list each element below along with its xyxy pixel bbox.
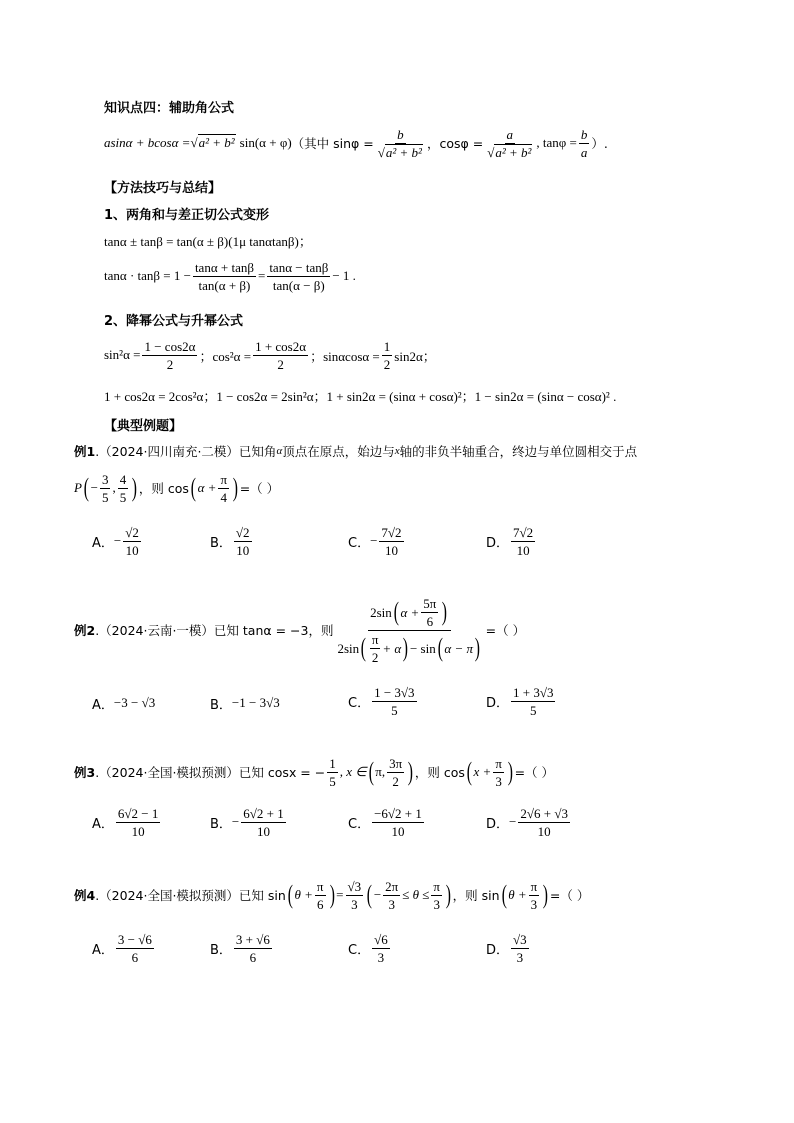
fraction-half: [382, 339, 393, 372]
frac-numerator: π: [495, 755, 502, 771]
frac-numerator: 4: [119, 471, 127, 487]
option-letter: A．: [92, 942, 114, 958]
fraction-px: [100, 472, 111, 505]
numer-text: 2sin: [370, 604, 392, 620]
frac-numerator: π: [433, 878, 440, 894]
frac-numerator: π: [530, 878, 538, 894]
frac-denominator: a² + b²: [495, 144, 532, 160]
frac-denominator: 4: [220, 489, 227, 505]
fraction-cos-sq: [253, 339, 308, 372]
frac-numerator: −6√2 + 1: [374, 805, 422, 821]
option-letter: A．: [92, 697, 114, 713]
fraction-sin-phi: $\frac{b}{\text{√a² + b²}}$: [377, 126, 422, 160]
example-4-option-d: [486, 929, 531, 967]
fraction-py: [118, 472, 129, 505]
frac-denominator: 5: [101, 489, 109, 505]
option-sign: −: [231, 814, 240, 829]
frac-numerator: 6√2 − 1: [117, 805, 159, 821]
option-letter: C．: [348, 816, 371, 832]
frac-numerator: 1: [383, 338, 391, 354]
formula-lhs: asinα + bcosα =: [104, 135, 191, 150]
fraction-pi-4: [218, 472, 229, 505]
option-letter: B．: [210, 697, 232, 713]
example-label: 例4: [74, 888, 96, 903]
frac-numerator: 2sin ( α + $\frac{5\pi}{6}$ ): [368, 596, 451, 631]
x-symbol: x: [394, 445, 400, 457]
frac-numerator: 1: [329, 755, 336, 771]
equals-sign: =: [336, 887, 344, 902]
example-3-option-b: [210, 803, 288, 841]
formula-sincos: ；sinαcosα =: [310, 348, 380, 364]
subsection-title-2: 2、降幂公式与升幂公式: [104, 314, 244, 329]
frac-denominator: 10: [236, 542, 250, 558]
frac-denominator: 10: [537, 823, 551, 839]
frac-numerator: 1 + cos2α: [255, 338, 307, 354]
frac-denominator: 3: [516, 949, 524, 965]
frac-denominator: 3: [377, 949, 385, 965]
example-2-option-a: [92, 686, 155, 720]
fraction-tan-phi: [579, 127, 590, 160]
interval-start: π,: [375, 764, 386, 779]
frac-numerator: 5π: [423, 595, 437, 611]
example-3-option-c: [348, 803, 426, 841]
option-letter: A．: [92, 816, 114, 832]
section-title-k4: 知识点四：辅助角公式: [104, 101, 235, 116]
frac-denominator: 3: [351, 896, 358, 912]
fraction-ex2: [335, 596, 483, 665]
frac-numerator: 3: [101, 471, 109, 487]
frac-denominator: 10: [125, 542, 139, 558]
frac-numerator: √2: [235, 524, 250, 540]
arg-text: α +: [197, 480, 217, 495]
frac-numerator: π: [220, 471, 228, 487]
section-title-examples: 【典型例题】: [104, 419, 183, 434]
formula-end: − 1 .: [332, 268, 356, 283]
example-3-option-d: [486, 803, 572, 841]
frac-denominator: 5: [530, 702, 537, 718]
question-text: ，则 cos: [138, 481, 189, 496]
frac-denominator: 10: [391, 823, 405, 839]
frac-denominator: a² + b²: [385, 144, 422, 160]
example-1-point: P ( − $\frac{3}{5}$ , $\frac{4}{5}$ ) ，则 cos ( α + $\frac{\pi}{4}$ ) =（ ）: [74, 471, 280, 505]
frac-denominator: tan(α − β): [272, 277, 325, 293]
formula-lhs: tanα · tanβ = 1 −: [104, 268, 191, 283]
formula-where: （其中 sinφ =: [291, 136, 374, 151]
example-1-option-a: [92, 522, 143, 560]
frac-numerator: b: [580, 126, 588, 142]
frac-denominator: 3: [530, 896, 538, 912]
example-1-option-d: [486, 522, 537, 560]
option-letter: B．: [210, 816, 232, 832]
frac-denominator: 6: [131, 949, 139, 965]
frac-numerator: tanα + tanβ: [194, 259, 254, 275]
frac-denominator: 2: [392, 773, 399, 789]
stem-text: 顶点在原点，始边与: [282, 444, 395, 459]
example-1-option-c: [348, 522, 406, 560]
example-1-option-b: [210, 522, 254, 560]
alpha-symbol: α: [276, 445, 283, 457]
aux-angle-formula: asinα + bcosα = √a² + b² sin(α + φ) （其中 sinφ = $\frac{b}{\text{√a² + b²}}$ ，cosφ = $\frac{a}{\text{√a² + b²}}$ , tanφ = $\frac{b}{a}$ ）.: [104, 126, 608, 160]
example-4-option-a: [92, 929, 156, 967]
denom-text: 2sin: [337, 640, 360, 656]
frac-denominator: 6: [426, 613, 434, 629]
frac-numerator: 7√2: [381, 524, 402, 540]
option-sign: −: [113, 533, 122, 548]
frac-numerator: b: [397, 126, 404, 142]
option-letter: A．: [92, 535, 114, 551]
frac-numerator: π: [371, 631, 379, 647]
example-label: 例1: [74, 444, 96, 459]
fraction-cos-phi: $\frac{a}{\text{√a² + b²}}$: [487, 126, 532, 160]
example-2-option-b: [210, 686, 280, 720]
stem-text: .（2024·全国·模拟预测）已知 sin: [95, 888, 286, 903]
section-title-methods: 【方法技巧与总结】: [104, 181, 222, 196]
example-label: 例2: [74, 623, 96, 638]
frac-numerator: √6: [374, 931, 388, 947]
frac-denominator: 3: [433, 896, 440, 912]
question-text: ，则 cos: [414, 765, 465, 780]
range-sign: −: [373, 887, 382, 902]
equals-sign: =: [257, 268, 266, 283]
stem-text: .（2024·全国·模拟预测）已知 cosx = −: [95, 765, 326, 780]
stem-text: 轴的非负半轴重合，终边与单位圆相交于点: [399, 444, 638, 459]
question-text: ，则 sin: [452, 888, 500, 903]
frac-denominator: 2: [383, 356, 391, 372]
option-letter: D．: [486, 695, 510, 711]
option-value: −1 − 3√3: [231, 695, 280, 710]
answer-blank: =（ ）: [485, 623, 526, 638]
fraction-2: [267, 260, 330, 293]
option-sign: −: [370, 533, 378, 548]
example-label: 例3: [74, 765, 96, 780]
fraction-1: [193, 260, 256, 293]
example-3-stem: 例3 .（2024·全国·模拟预测）已知 cosx = − $\frac{1}{5}$ , x ∈ ( π, $\frac{3\pi}{2}$ ) ，则 cos ( x + $\frac{\pi}{3}$ ) =（ ）: [74, 755, 555, 789]
frac-numerator: 6√2 + 1: [243, 805, 284, 821]
stem-text: .（2024·云南·一模）已知 tanα = −3，则: [95, 623, 334, 638]
frac-denominator: a: [580, 144, 588, 160]
frac-denominator: tan(α + β): [198, 277, 251, 293]
formula-sin-sq: sin²α =: [104, 347, 141, 362]
example-4-stem: 例4 .（2024·全国·模拟预测）已知 sin ( θ + $\frac{\pi}{6}$ ) = $\frac{√3}{3}$ ( − $\frac{2\pi}{3}$ ≤ θ ≤ $\frac{\pi}{3}$ ) ，则 sin ( θ + $\frac{\pi}{3}$ ) =（ ）: [74, 878, 590, 912]
answer-blank: =（ ）: [514, 765, 555, 780]
subsection-title-1: 1、两角和与差正切公式变形: [104, 208, 270, 223]
stem-text: .（2024·四川南充·二模）已知角: [95, 444, 277, 459]
option-letter: D．: [486, 816, 510, 832]
example-3-option-a: [92, 803, 162, 841]
formula-cos-sq: ；cos²α =: [199, 348, 252, 364]
formula-tan-label: , tanφ =: [536, 135, 577, 150]
answer-blank: =（ ）: [239, 481, 280, 496]
frac-numerator: √3: [347, 878, 362, 894]
frac-denominator: 3: [495, 773, 502, 789]
formula-close: ）.: [591, 136, 608, 151]
answer-blank: =（ ）: [549, 888, 590, 903]
interval-text: , x ∈: [339, 764, 367, 779]
example-2-stem: [74, 596, 525, 664]
frac-denominator: 2: [166, 356, 174, 372]
example-4-option-c: [348, 929, 392, 967]
frac-numerator: π: [316, 878, 324, 894]
option-letter: C．: [348, 942, 371, 958]
frac-denominator: 6: [316, 896, 324, 912]
option-value: −3 − √3: [113, 695, 156, 710]
frac-denominator: 10: [257, 823, 270, 839]
option-letter: D．: [486, 535, 510, 551]
formula-cos-label: ，cosφ =: [426, 136, 484, 151]
tan-sum-formula: tanα ± tanβ = tan(α ± β)(1μ tanαtanβ)；: [104, 234, 312, 249]
denom-text: − sin: [409, 640, 436, 656]
formula-sqrt: a² + b²: [198, 135, 235, 150]
arg-text: + α: [382, 640, 402, 656]
range-text: ≤ θ ≤: [402, 887, 430, 902]
frac-denominator: 5: [329, 773, 336, 789]
frac-denominator: 10: [516, 542, 530, 558]
power-raise-formulas: 1 + cos2α = 2cos²α；1 − cos2α = 2sin²α；1 + sin2α = (sinα + cosα)²；1 − sin2α = (sinα − cosα)² .: [104, 389, 617, 404]
arg-text: θ +: [294, 887, 313, 902]
frac-numerator: √3: [513, 931, 527, 947]
arg-text: x +: [473, 764, 492, 779]
example-2-option-d: [486, 682, 557, 720]
frac-numerator: 1 − cos2α: [144, 338, 196, 354]
power-reduction-formulas: [104, 336, 436, 374]
frac-numerator: tanα − tanβ: [269, 259, 329, 275]
formula-sincos-end: sin2α；: [394, 348, 436, 364]
frac-numerator: 1 − 3√3: [374, 684, 415, 700]
point-label: P: [74, 480, 82, 495]
arg-text: θ +: [508, 887, 527, 902]
frac-numerator: a: [506, 126, 514, 142]
option-letter: D．: [486, 942, 510, 958]
frac-numerator: 1 + 3√3: [513, 684, 554, 700]
fraction-sin-sq: [142, 339, 197, 372]
frac-denominator: 6: [249, 949, 257, 965]
arg-text: α +: [400, 604, 420, 620]
frac-numerator: 3 + √6: [235, 931, 270, 947]
option-letter: C．: [348, 695, 371, 711]
formula-sin: sin(α + φ): [239, 135, 292, 150]
frac-numerator: 2π: [385, 878, 399, 894]
frac-denominator: 5: [391, 702, 398, 718]
frac-numerator: √2: [125, 524, 139, 540]
frac-denominator: 2sin ( $\frac{\pi}{2}$ + α ) − sin ( α − π ): [337, 631, 480, 665]
frac-denominator: 3: [388, 896, 395, 912]
frac-denominator: 10: [131, 823, 145, 839]
frac-denominator: 10: [384, 542, 398, 558]
frac-numerator: 7√2: [513, 524, 534, 540]
option-sign: −: [509, 814, 517, 829]
frac-numerator: 3 − √6: [117, 931, 152, 947]
arg-text: α − π: [444, 640, 473, 656]
frac-numerator: 2√6 + √3: [520, 805, 568, 821]
option-letter: B．: [210, 942, 232, 958]
example-2-option-c: [348, 682, 419, 720]
option-letter: B．: [210, 535, 232, 551]
frac-numerator: 3π: [389, 755, 403, 771]
frac-denominator: 2: [277, 356, 284, 372]
option-letter: C．: [348, 535, 371, 551]
example-4-option-b: [210, 929, 274, 967]
frac-denominator: 2: [371, 649, 379, 665]
example-1-stem: [74, 442, 637, 460]
tan-product-formula: [104, 257, 356, 295]
frac-denominator: 5: [119, 489, 127, 505]
